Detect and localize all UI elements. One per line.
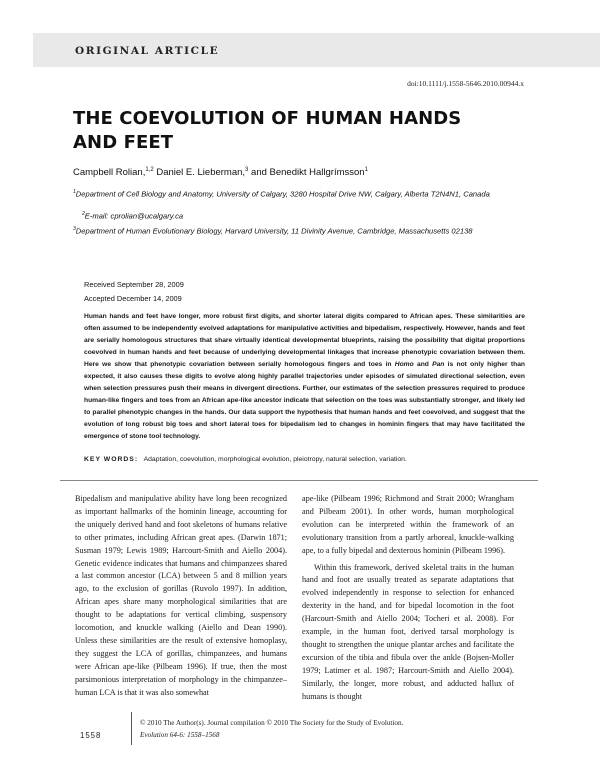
section-divider (60, 480, 538, 481)
section-banner (33, 33, 600, 67)
affiliation-email (82, 211, 183, 221)
page-number: 1558 (80, 731, 102, 740)
keywords-label-part: K (84, 456, 90, 463)
affiliation-mark: 3 (73, 226, 76, 232)
keywords-list: Adaptation, coevolution, morphological evolution, pleiotropy, natural selection, variation. (143, 456, 407, 463)
author-affiliation-mark: 1 (364, 167, 368, 173)
affiliation-mark: 2 (82, 211, 85, 217)
accepted-date: Accepted December 14, 2009 (84, 294, 182, 303)
body-column-left: Bipedalism and manipulative ability have long been recognized as important hallmarks of the hominin lineage, accounting for the uniquely derived hand and foot skeletons of humans relative to other primates, including African great apes. (Darwin 1871; Susman 1979; Lewis 1989; Harcourt-Smith and Aiello 2004). Genetic evidence indicates that humans and chimpanzees shared a last common ancestor (LCA) between 5 and 8 million years ago, to the exclusion of gorillas (Ruvolo 1997). In addition, African apes share many morphological similarities that are thought to be adaptations for vertical climbing, suspensory locomotion, and knuckle walking (Aiello and Dean 1990). Unless these similarities are the result of extensive homoplasy, they suggest the LCA of gorillas, chimpanzees, and humans were African ape-like (Pilbeam 1996). If true, then the most parsimonious interpretation of morphology in the chimpanzee–human LCA is that it was also somewhat (75, 494, 287, 697)
copyright-text: © 2010 The Author(s). Journal compilation © 2010 The Society for the Study of Evolution. (140, 719, 404, 727)
email-link[interactable]: E-mail: cprolian@ucalgary.ca (84, 211, 184, 221)
keywords-label-part: EY (89, 456, 104, 463)
affiliation-1 (73, 184, 543, 203)
keywords-label-part: W (103, 456, 112, 463)
affiliation-mark: 1 (73, 189, 76, 195)
keywords-label (84, 456, 138, 463)
author-affiliation-mark: 1,2 (145, 167, 154, 173)
body-paragraph: ape-like (Pilbeam 1996; Richmond and Strait 2000; Wrangham and Pilbeam 2001). In other words, human morphological evolution can be interpreted within the framework of an evolutionary transition from a partly arboreal, knuckle-walking ape, to a fully bipedal and dexterous hominin (Pilbeam 1996). (302, 494, 514, 555)
author-name: and Benedikt Hallgrímsson (248, 167, 365, 179)
affiliation-3 (73, 226, 473, 236)
body-column-right (302, 493, 514, 704)
received-date: Received September 28, 2009 (84, 280, 184, 289)
affiliation-text: Department of Cell Biology and Anatomy, University of Calgary, 3280 Hospital Drive NW, Calgary, Alberta T2N4N1, Canada (75, 189, 490, 199)
author-affiliation-mark: 3 (245, 167, 249, 173)
submission-dates (84, 278, 184, 306)
footer-divider (131, 712, 132, 745)
abstract-taxon: Pan (432, 361, 445, 369)
abstract-text: Human hands and feet have longer, more robust first digits, and shorter lateral digits compared to African apes. These similarities are often assumed to be independently evolved adaptations for manipulative activities and bipedalism, respectively. However, hands and feet are serially homologous structures that share virtually identical developmental blueprints, raising the possibility that digital proportions coevolved in human hands and feet because of underlying developmental linkages that increase phenotypic covariation between them. Here we show that phenotypic covariation between serially homologous fingers and toes in (84, 313, 525, 369)
affiliation-text: Department of Human Evolutionary Biology, Harvard University, 11 Divinity Avenue, Cambridge, Massachusetts 02138 (75, 226, 473, 236)
abstract-text: and (413, 361, 433, 369)
author-list (73, 167, 368, 178)
journal-citation: Evolution 64-6: 1558–1568 (140, 731, 220, 739)
abstract-taxon: Homo (394, 361, 414, 369)
keywords (84, 456, 407, 463)
author-name: Campbell Rolian, (73, 167, 146, 179)
article-title: THE COEVOLUTION OF HUMAN HANDS AND FEET (73, 108, 462, 153)
author-name: Daniel E. Lieberman, (153, 167, 246, 179)
body-paragraph: Within this framework, derived skeletal traits in the human hand and foot are usually treated as separate adaptations that evolved independently in response to selection for enhanced dexterity in the hand, and for bipedal locomotion in the foot (Harcourt-Smith and Aiello 2004; Tocheri et al. 2008). For example, in the human foot, derived tarsal morphology is thought to strengthen the unique plantar arches and facilitate the excursion of the tibia and fibula over the ankle (Bojsen-Moller 1979; Latimer et al. 1987; Harcourt-Smith and Aiello 2004). Similarly, the longer, more robust, and adducted hallux of humans is thought (302, 562, 514, 701)
abstract (84, 311, 525, 444)
footer-copyright (140, 717, 403, 741)
doi-text[interactable]: doi:10.1111/j.1558-5646.2010.00944.x (407, 79, 524, 88)
keywords-label-part: ORDS: (111, 456, 139, 463)
section-label: ORIGINAL ARTICLE (75, 45, 220, 57)
abstract-text: is not only higher than expected, it also causes these digits to evolve along highly parallel trajectories under episodes of simulated directional selection, even when selection pressures push their means in divergent directions. Further, our estimates of the selection pressures required to produce human-like fingers and toes from an African ape-like ancestor indicate that selection on the toes was substantially stronger, and likely led to parallel phenotypic changes in the hands. Our data support the hypothesis that human hands and feet coevolved, and suggest that the evolution of long robust big toes and short lateral toes for bipedalism led to changes in hominin fingers that may have facilitated the emergence of stone tool technology. (84, 361, 525, 441)
